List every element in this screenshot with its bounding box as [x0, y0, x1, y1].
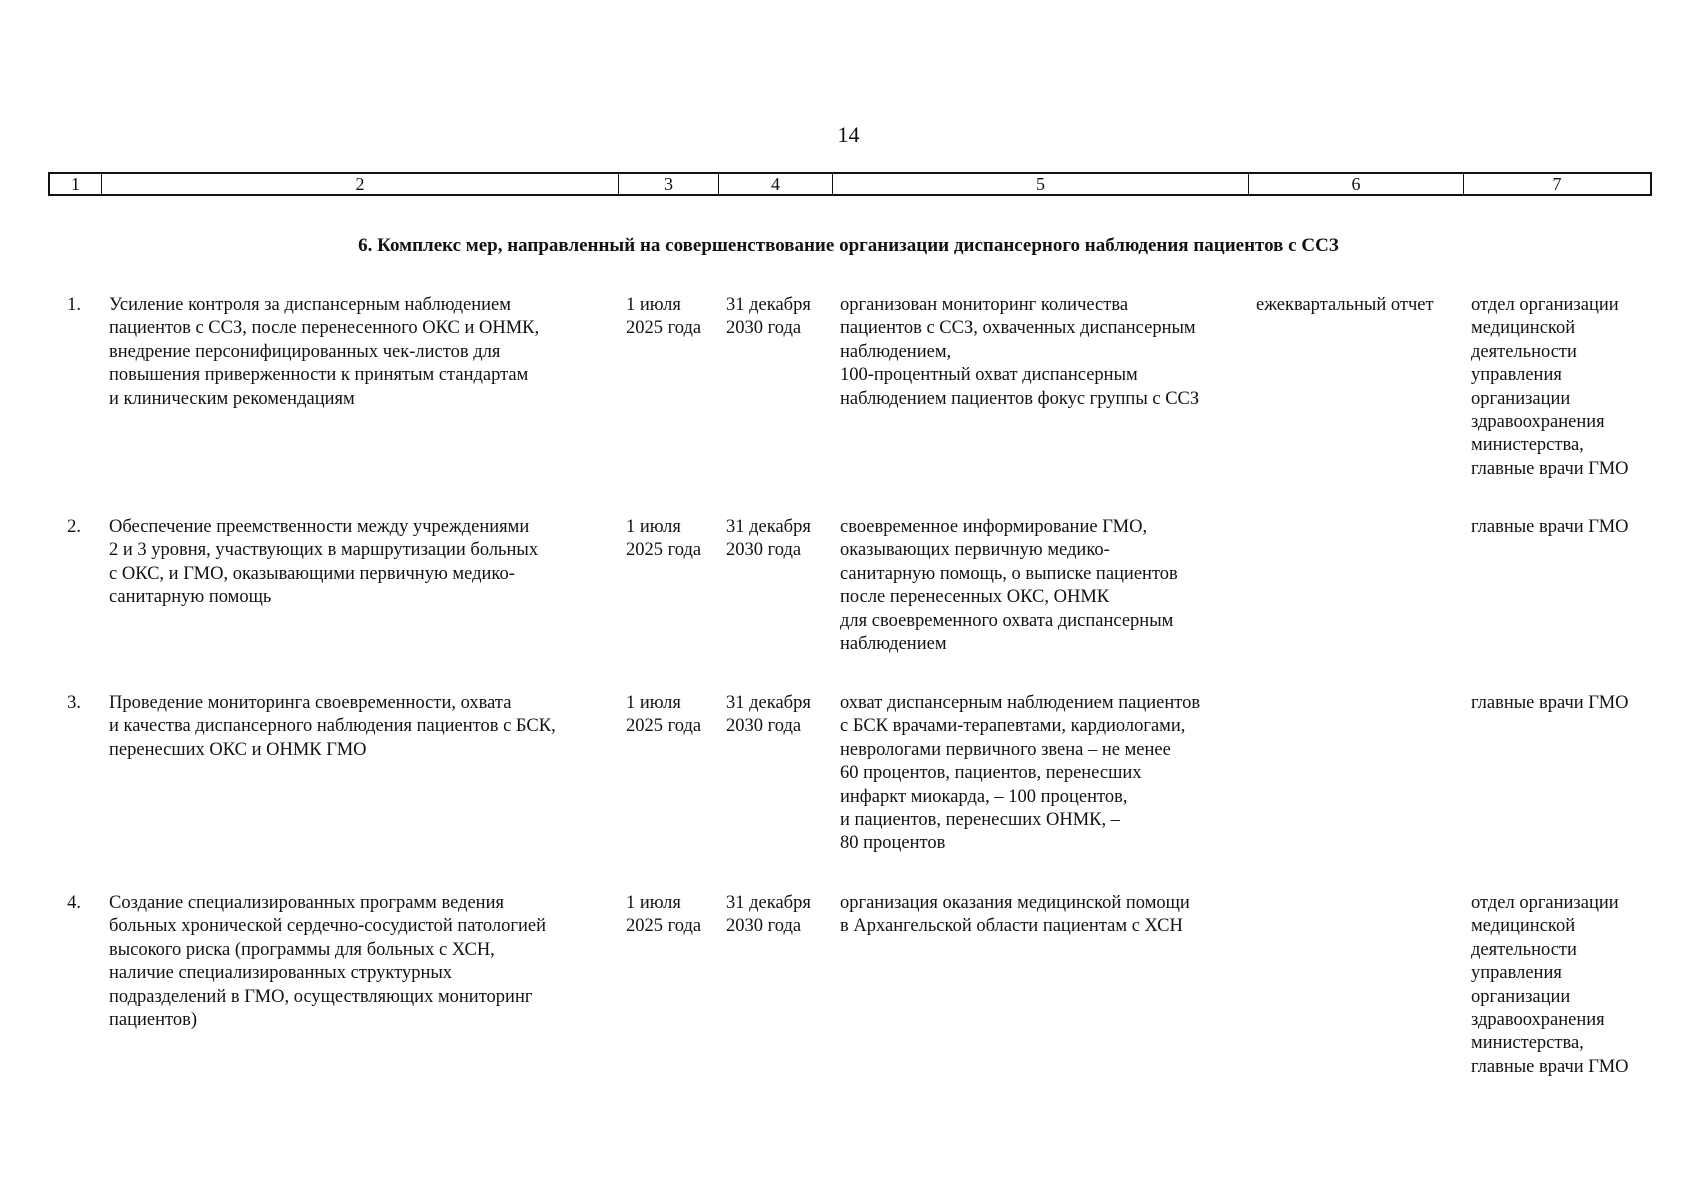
table-row: [48, 892, 1652, 1079]
report-form: [1247, 692, 1462, 856]
column-number-3: 3: [619, 174, 719, 194]
end-date: 31 декабря 2030 года: [726, 517, 811, 561]
table-row: [48, 516, 1652, 656]
start-date: 1 июля 2025 года: [626, 295, 702, 339]
measure-text: Создание специализированных программ ведения больных хронической сердечно-сосудистой патологией высокого риска (программы для больных с ХСН, наличие специализированных структурных подразделений в ГМО, осуществляющих мониторинг пациентов): [109, 893, 546, 1031]
measure-text: Проведение мониторинга своевременности, охвата и качества диспансерного наблюдения пациентов с БСК, перенесших ОКС и ОНМК ГМО: [109, 693, 556, 760]
column-number-7: 7: [1552, 174, 1562, 194]
expected-result: своевременное информирование ГМО, оказывающих первичную медико- санитарную помощь, о выписке пациентов после перенесенных ОКС, ОНМК для своевременного охвата диспансерным наблюдением: [840, 517, 1178, 655]
end-date: 31 декабря 2030 года: [726, 893, 811, 937]
responsible-party: отдел организации медицинской деятельности управления организации здравоохранения министерства, главные врачи ГМО: [1471, 893, 1629, 1077]
start-date: 1 июля 2025 года: [626, 517, 702, 561]
section-title: 6. Комплекс мер, направленный на совершенствование организации диспансерного наблюдения пациентов с ССЗ: [358, 235, 1339, 256]
report-form: ежеквартальный отчет: [1256, 295, 1434, 315]
start-date: 1 июля 2025 года: [626, 693, 702, 737]
table-row: [48, 692, 1652, 856]
expected-result: организован мониторинг количества пациентов с ССЗ, охваченных диспансерным наблюдением, 100-процентный охват диспансерным наблюдением пациентов фокус группы с ССЗ: [840, 295, 1200, 409]
row-number: 2.: [67, 517, 81, 537]
column-number-2: 2: [102, 174, 619, 194]
column-number-header: [48, 172, 1652, 196]
end-date: 31 декабря 2030 года: [726, 295, 811, 339]
expected-result: охват диспансерным наблюдением пациентов с БСК врачами-терапевтами, кардиологами, неврологами первичного звена – не менее 60 процентов, пациентов, перенесших инфаркт миокарда, – 100 процентов, и пациентов, перенесших ОНМК, – 80 процентов: [840, 693, 1201, 854]
row-number: 4.: [67, 893, 81, 913]
column-number-4: 4: [719, 174, 833, 194]
expected-result: организация оказания медицинской помощи в Архангельской области пациентам с ХСН: [840, 893, 1190, 937]
measure-text: Обеспечение преемственности между учреждениями 2 и 3 уровня, участвующих в маршрутизации больных с ОКС, и ГМО, оказывающими первичную медико- санитарную помощь: [109, 517, 539, 608]
responsible-party: отдел организации медицинской деятельности управления организации здравоохранения министерства, главные врачи ГМО: [1471, 295, 1629, 479]
table-row: [48, 294, 1652, 481]
column-number-5: 5: [833, 174, 1249, 194]
end-date: 31 декабря 2030 года: [726, 693, 811, 737]
measure-text: Усиление контроля за диспансерным наблюдением пациентов с ССЗ, после перенесенного ОКС и ОНМК, внедрение персонифицированных чек-листов для повышения приверженности к принятым стандартам и клиническим рекомендациям: [109, 295, 540, 409]
column-number-6: 6: [1249, 174, 1464, 194]
row-number: 3.: [67, 693, 81, 713]
page-number: 14: [837, 122, 860, 147]
row-number: 1.: [67, 295, 81, 315]
column-number-1: 1: [50, 174, 102, 194]
start-date: 1 июля 2025 года: [626, 893, 702, 937]
report-form: [1247, 516, 1462, 656]
responsible-party: главные врачи ГМО: [1471, 693, 1629, 713]
report-form: [1247, 892, 1462, 1079]
responsible-party: главные врачи ГМО: [1471, 517, 1629, 537]
